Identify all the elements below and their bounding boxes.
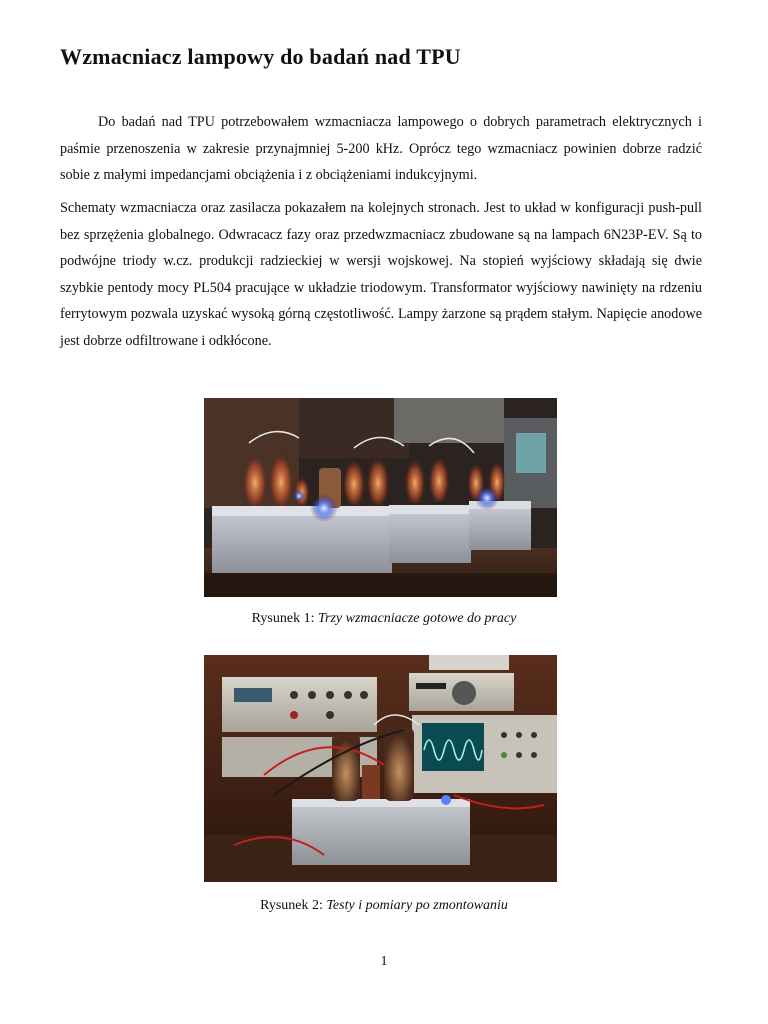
figure-2-photo xyxy=(204,655,557,882)
figure-2-label: Rysunek 2: xyxy=(260,898,323,913)
paragraph-description: Schematy wzmacniacza oraz zasilacza pokazałem na kolejnych stronach. Jest to układ w konfiguracji push-pull bez sprzężenia globalnego. Odwracacz fazy oraz przedwzmacniacz zbudowane są na lampach 6N23P-EV. Są to podwójne triody w.cz. produkcji radzieckiej w wersji wojskowej. Na stopień wyjściowy składają się dwie szybkie pentody mocy PL504 pracujące w układzie triodowym. Transformator wyjściowy nawinięty na rdzeniu ferrytowym pozwala uzyskać wysoką górną częstotliwość. Lampy żarzone są prądem stałym. Napięcie anodowe jest dobrze odfiltrowane i odkłócone. xyxy=(60,200,702,349)
figure-2-caption xyxy=(0,898,768,914)
page-number: 1 xyxy=(380,954,388,969)
figure-1-photo xyxy=(204,398,557,597)
paragraph-intro: Do badań nad TPU potrzebowałem wzmacniacza lampowego o dobrych parametrach elektrycznych i paśmie przenoszenia w zakresie przynajmniej 5-200 kHz. Oprócz tego wzmacniacz powinien dobrze radzić sobie z małymi impedancjami obciążenia i z obciążeniami indukcyjnymi. xyxy=(60,114,702,183)
figure-1-caption xyxy=(0,611,768,627)
figure-1-label: Rysunek 1: xyxy=(251,611,315,626)
figure-2-caption-text: Testy i pomiary po zmontowaniu xyxy=(326,898,508,913)
page-title: Wzmacniacz lampowy do badań nad TPU xyxy=(60,44,461,69)
figure-1-caption-text: Trzy wzmacniacze gotowe do pracy xyxy=(318,611,517,626)
